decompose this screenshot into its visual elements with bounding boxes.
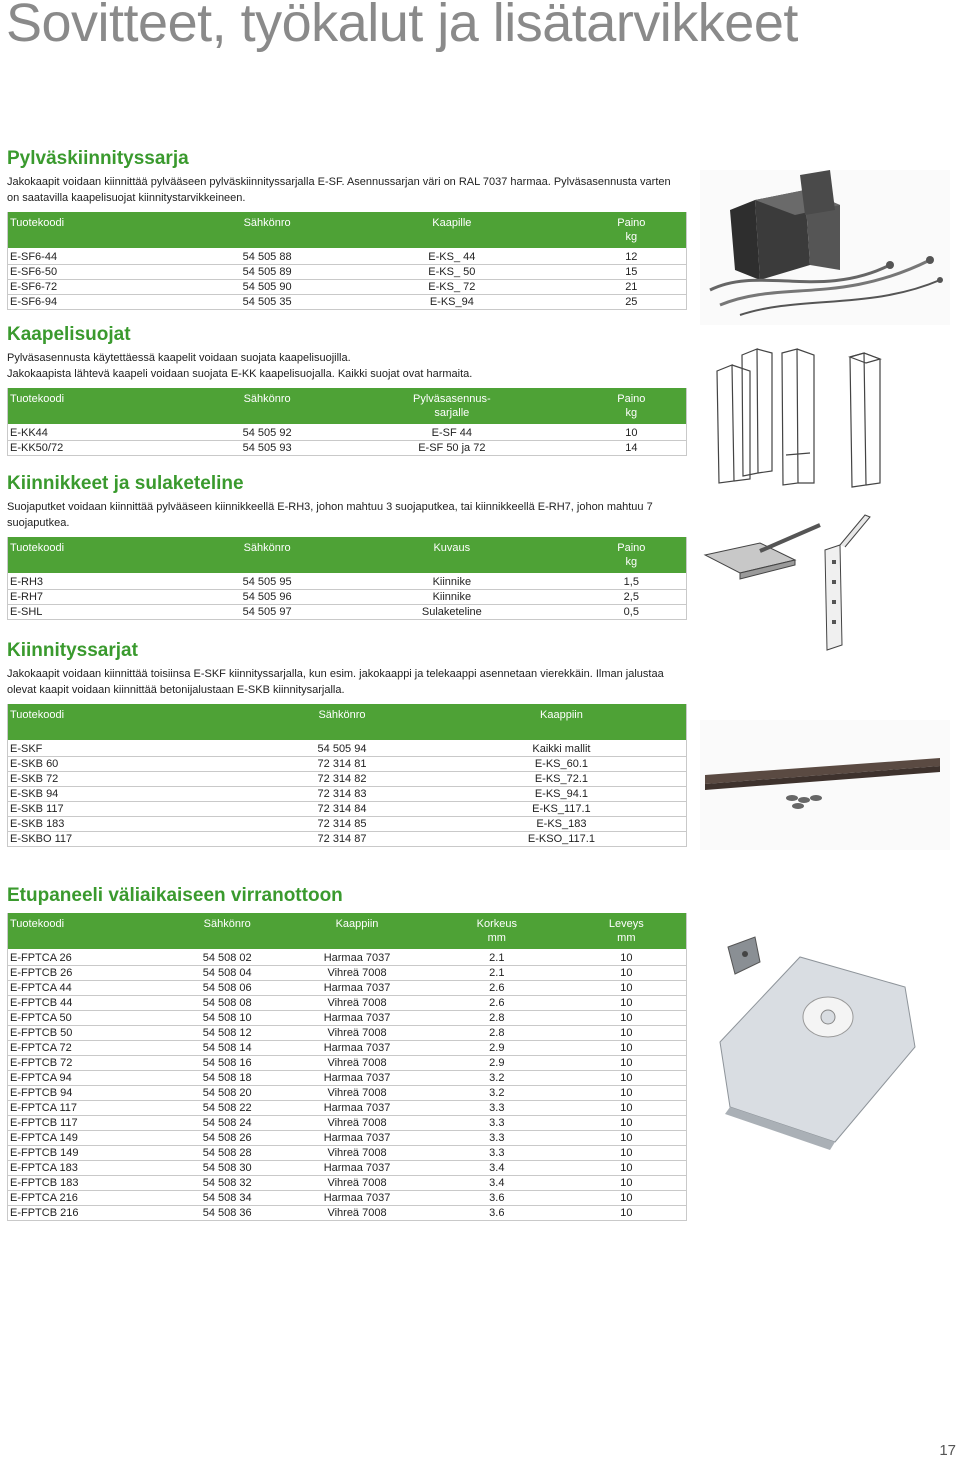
table-row	[8, 1101, 687, 1116]
column-header	[8, 388, 208, 424]
column-header-line: Tuotekoodi	[10, 709, 65, 721]
table-row	[8, 817, 687, 832]
table-cell: 54 508 34	[167, 1191, 287, 1206]
table-row	[8, 832, 687, 847]
table-cell: 72 314 84	[247, 802, 437, 817]
table-cell: E-SKB 94	[8, 787, 248, 802]
table-row	[8, 1026, 687, 1041]
table-cell: 21	[577, 280, 687, 295]
table-cell: 54 508 14	[167, 1041, 287, 1056]
column-header-line: Korkeus	[476, 918, 517, 930]
section-description	[7, 174, 679, 206]
table-cell: E-SKBO 117	[8, 832, 248, 847]
section-cable-guards	[7, 324, 687, 456]
table-cell: 54 505 93	[207, 441, 327, 456]
table-cell: Vihreä 7008	[287, 996, 427, 1011]
table-cell: Vihreä 7008	[287, 1056, 427, 1071]
table-cell: 2.6	[427, 996, 567, 1011]
table-cell: 54 508 32	[167, 1176, 287, 1191]
table-cell: 72 314 85	[247, 817, 437, 832]
table-cell: 54 505 88	[207, 248, 327, 265]
table-cell: 54 508 36	[167, 1206, 287, 1221]
table-cell: 54 508 16	[167, 1056, 287, 1071]
column-header	[577, 388, 687, 424]
table-cell: 10	[567, 1161, 687, 1176]
table-cell: 72 314 87	[247, 832, 437, 847]
table-cell: 3.4	[427, 1161, 567, 1176]
table-row	[8, 1146, 687, 1161]
column-header-line: mm	[617, 932, 636, 944]
table-cell: 3.6	[427, 1206, 567, 1221]
table-cell: Sulaketeline	[327, 605, 577, 620]
table-cell: E-FPTCA 94	[8, 1071, 168, 1086]
table-cell: Harmaa 7037	[287, 949, 427, 966]
table-cell: 10	[567, 949, 687, 966]
table-cell: E-SF6-72	[8, 280, 208, 295]
table-cell: 3.6	[427, 1191, 567, 1206]
table-cell: Vihreä 7008	[287, 1146, 427, 1161]
column-header	[207, 388, 327, 424]
table-cell: 2.8	[427, 1026, 567, 1041]
table-cell: 54 505 35	[207, 295, 327, 310]
product-table	[7, 537, 687, 620]
table-cell: E-FPTCB 94	[8, 1086, 168, 1101]
table-row	[8, 441, 687, 456]
table-row	[8, 573, 687, 590]
column-header-line: mm	[487, 932, 506, 944]
table-cell: 10	[567, 996, 687, 1011]
table-cell: 15	[577, 265, 687, 280]
product-table	[7, 388, 687, 456]
section-heading: Kaapelisuojat	[7, 324, 131, 345]
column-header-line	[169, 931, 285, 945]
table-cell: 72 314 83	[247, 787, 437, 802]
table-cell: E-FPTCB 72	[8, 1056, 168, 1071]
table-cell: 54 508 08	[167, 996, 287, 1011]
description-paragraph: Suojaputket voidaan kiinnittää pylvääseen kiinnikkeellä E-RH3, johon mahtuu 3 suojaputkea, tai kiinnikkeellä E-RH7, johon mahtuu 7 suojaputkea.	[7, 501, 653, 529]
column-header-line: Paino	[617, 542, 646, 554]
table-cell: 10	[567, 1176, 687, 1191]
table-cell: 10	[567, 1026, 687, 1041]
column-header	[577, 212, 687, 248]
column-header-line: Tuotekoodi	[10, 393, 65, 405]
column-header	[247, 704, 437, 740]
table-cell: 54 505 92	[207, 424, 327, 441]
table-cell: E-SF 44	[327, 424, 577, 441]
table-cell: E-KS_ 72	[327, 280, 577, 295]
table-cell: 10	[567, 1131, 687, 1146]
page-number: 17	[939, 1442, 956, 1459]
section-description	[7, 350, 679, 382]
table-cell: E-FPTCA 216	[8, 1191, 168, 1206]
column-header	[8, 913, 168, 949]
product-table	[7, 212, 687, 310]
column-header-line	[329, 230, 575, 244]
table-row	[8, 590, 687, 605]
table-row	[8, 1131, 687, 1146]
column-header-line	[209, 406, 325, 420]
table-cell: 25	[577, 295, 687, 310]
table-cell: Harmaa 7037	[287, 1071, 427, 1086]
table-row	[8, 605, 687, 620]
table-cell: 3.4	[427, 1176, 567, 1191]
table-cell: E-SF6-44	[8, 248, 208, 265]
section-heading: Pylväskiinnityssarja	[7, 148, 189, 169]
table-cell: E-RH7	[8, 590, 208, 605]
table-cell: 3.2	[427, 1086, 567, 1101]
column-header-line	[10, 406, 205, 420]
table-row	[8, 424, 687, 441]
table-cell: 54 508 30	[167, 1161, 287, 1176]
column-header-line	[289, 931, 425, 945]
table-cell: E-FPTCA 117	[8, 1101, 168, 1116]
table-cell: E-SF 50 ja 72	[327, 441, 577, 456]
table-cell: 3.3	[427, 1131, 567, 1146]
table-cell: 72 314 81	[247, 757, 437, 772]
description-paragraph: Pylväsasennusta käytettäessä kaapelit voidaan suojata kaapelisuojilla.	[7, 352, 351, 364]
column-header-line: Kaapille	[432, 217, 472, 229]
column-header	[327, 212, 577, 248]
table-header-row	[8, 704, 687, 740]
column-header-line: sarjalle	[434, 407, 470, 419]
column-header-line: Sähkönro	[243, 217, 291, 229]
column-header-line: Kuvaus	[433, 542, 471, 554]
table-cell: E-KK44	[8, 424, 208, 441]
table-row	[8, 1071, 687, 1086]
mounting-rail-image	[700, 720, 950, 850]
table-cell: E-SKF	[8, 740, 248, 757]
column-header-line: Sähkönro	[243, 542, 291, 554]
table-cell: E-FPTCA 149	[8, 1131, 168, 1146]
column-header-line	[10, 555, 205, 569]
table-cell: E-FPTCB 117	[8, 1116, 168, 1131]
table-header-row	[8, 388, 687, 424]
table-cell: E-KSO_117.1	[437, 832, 687, 847]
table-cell: 72 314 82	[247, 772, 437, 787]
table-cell: 54 505 89	[207, 265, 327, 280]
page-title: Sovitteet, työkalut ja lisätarvikkeet	[6, 0, 798, 53]
table-cell: 0,5	[577, 605, 687, 620]
table-cell: 10	[567, 1191, 687, 1206]
table-cell: Kiinnike	[327, 573, 577, 590]
table-row	[8, 1041, 687, 1056]
table-row	[8, 966, 687, 981]
table-cell: E-KS_ 44	[327, 248, 577, 265]
table-cell: E-KK50/72	[8, 441, 208, 456]
column-header-line: kg	[625, 407, 638, 419]
column-header	[437, 704, 687, 740]
table-cell: 2.9	[427, 1056, 567, 1071]
table-cell: 54 508 18	[167, 1071, 287, 1086]
table-row	[8, 1191, 687, 1206]
table-cell: Vihreä 7008	[287, 1176, 427, 1191]
table-cell: E-SKB 60	[8, 757, 248, 772]
table-cell: 54 508 26	[167, 1131, 287, 1146]
table-cell: 2.6	[427, 981, 567, 996]
table-cell: Vihreä 7008	[287, 1116, 427, 1131]
table-cell: Harmaa 7037	[287, 1191, 427, 1206]
table-cell: Kaikki mallit	[437, 740, 687, 757]
table-cell: 10	[567, 1146, 687, 1161]
column-header	[327, 388, 577, 424]
column-header	[8, 704, 248, 740]
table-cell: 2.1	[427, 949, 567, 966]
table-cell: E-KS_ 50	[327, 265, 577, 280]
table-cell: Vihreä 7008	[287, 966, 427, 981]
column-header	[287, 913, 427, 949]
table-cell: 54 508 12	[167, 1026, 287, 1041]
description-paragraph: Jakokaapit voidaan kiinnittää toisiinsa E-SKF kiinnityssarjalla, kun esim. jakokaappi ja telekaappi asennetaan vierekkäin. Ilman jalustaa olevat kaapit voidaan kiinnittää betonijalustaan E-SKB kiinnitysarjalla.	[7, 668, 664, 696]
table-cell: 10	[567, 1041, 687, 1056]
table-row	[8, 802, 687, 817]
table-cell: E-SF6-94	[8, 295, 208, 310]
table-header-row	[8, 913, 687, 949]
table-cell: 12	[577, 248, 687, 265]
section-description	[7, 666, 683, 698]
table-cell: E-RH3	[8, 573, 208, 590]
column-header-line: Leveys	[608, 918, 644, 930]
table-cell: 54 505 94	[247, 740, 437, 757]
table-cell: E-KS_60.1	[437, 757, 687, 772]
table-row	[8, 787, 687, 802]
column-header-line: Tuotekoodi	[10, 217, 65, 229]
column-header-line: Sähkönro	[318, 709, 366, 721]
table-cell: 10	[577, 424, 687, 441]
table-cell: E-FPTCA 50	[8, 1011, 168, 1026]
table-row	[8, 1011, 687, 1026]
product-table	[7, 913, 687, 1221]
table-cell: Kiinnike	[327, 590, 577, 605]
column-header-line	[209, 230, 325, 244]
table-cell: E-SKB 183	[8, 817, 248, 832]
table-cell: E-FPTCB 216	[8, 1206, 168, 1221]
table-cell: 1,5	[577, 573, 687, 590]
column-header-line	[10, 230, 205, 244]
table-cell: E-SKB 72	[8, 772, 248, 787]
table-cell: Harmaa 7037	[287, 1131, 427, 1146]
column-header-line	[10, 722, 245, 736]
table-cell: 54 508 22	[167, 1101, 287, 1116]
table-row	[8, 1056, 687, 1071]
column-header-line: Paino	[617, 217, 646, 229]
table-cell: 10	[567, 1086, 687, 1101]
table-cell: E-KS_72.1	[437, 772, 687, 787]
table-cell: E-SHL	[8, 605, 208, 620]
table-cell: Harmaa 7037	[287, 1161, 427, 1176]
table-cell: E-SKB 117	[8, 802, 248, 817]
table-row	[8, 772, 687, 787]
brackets-fuse-holder-image	[700, 505, 885, 655]
table-row	[8, 996, 687, 1011]
column-header	[8, 537, 208, 573]
section-heading: Kiinnikkeet ja sulaketeline	[7, 473, 244, 494]
table-cell: Harmaa 7037	[287, 1101, 427, 1116]
table-cell: 54 508 06	[167, 981, 287, 996]
column-header-line: Sähkönro	[243, 393, 291, 405]
table-row	[8, 981, 687, 996]
table-cell: 10	[567, 1056, 687, 1071]
pole-mounting-kit-image	[700, 170, 950, 325]
description-paragraph: Jakokaapista lähtevä kaapeli voidaan suojata E-KK kaapelisuojalla. Kaikki suojat ovat harmaita.	[7, 368, 473, 380]
table-row	[8, 757, 687, 772]
column-header-line: Pylväsasennus-	[413, 393, 491, 405]
table-cell: 2,5	[577, 590, 687, 605]
table-cell: E-FPTCA 26	[8, 949, 168, 966]
table-cell: 10	[567, 1071, 687, 1086]
table-cell: 3.3	[427, 1101, 567, 1116]
table-cell: 54 508 24	[167, 1116, 287, 1131]
table-row	[8, 1086, 687, 1101]
table-cell: Vihreä 7008	[287, 1206, 427, 1221]
table-cell: 10	[567, 1011, 687, 1026]
table-row	[8, 1161, 687, 1176]
table-row	[8, 1206, 687, 1221]
column-header-line: Kaappiin	[335, 918, 379, 930]
table-cell: E-KS_94	[327, 295, 577, 310]
table-cell: E-SF6-50	[8, 265, 208, 280]
table-cell: 3.2	[427, 1071, 567, 1086]
table-cell: E-FPTCA 183	[8, 1161, 168, 1176]
table-cell: 54 505 90	[207, 280, 327, 295]
column-header	[207, 212, 327, 248]
table-cell: E-FPTCB 26	[8, 966, 168, 981]
front-panel-image	[700, 932, 930, 1152]
cable-guards-image	[712, 343, 892, 488]
table-cell: E-KS_183	[437, 817, 687, 832]
section-front-panel	[7, 885, 687, 1221]
table-cell: E-FPTCB 149	[8, 1146, 168, 1161]
table-cell: E-FPTCB 50	[8, 1026, 168, 1041]
table-cell: 2.9	[427, 1041, 567, 1056]
column-header	[167, 913, 287, 949]
table-cell: Harmaa 7037	[287, 1011, 427, 1026]
table-cell: Vihreä 7008	[287, 1086, 427, 1101]
product-table	[7, 704, 687, 847]
table-cell: 54 505 95	[207, 573, 327, 590]
column-header-line	[249, 722, 435, 736]
table-cell: E-KS_94.1	[437, 787, 687, 802]
section-description	[7, 499, 679, 531]
table-cell: 54 508 04	[167, 966, 287, 981]
table-cell: 3.3	[427, 1116, 567, 1131]
table-cell: 10	[567, 1116, 687, 1131]
table-cell: 10	[567, 1101, 687, 1116]
table-cell: E-FPTCA 44	[8, 981, 168, 996]
column-header	[327, 537, 577, 573]
table-cell: 2.8	[427, 1011, 567, 1026]
column-header	[207, 537, 327, 573]
column-header-line	[439, 722, 684, 736]
column-header	[427, 913, 567, 949]
table-cell: Vihreä 7008	[287, 1026, 427, 1041]
column-header-line	[10, 931, 165, 945]
table-row	[8, 265, 687, 280]
column-header-line: Paino	[617, 393, 646, 405]
table-cell: E-FPTCB 44	[8, 996, 168, 1011]
table-cell: E-KS_117.1	[437, 802, 687, 817]
column-header-line: kg	[625, 231, 638, 243]
table-cell: 54 508 10	[167, 1011, 287, 1026]
table-cell: 2.1	[427, 966, 567, 981]
column-header-line: Tuotekoodi	[10, 918, 65, 930]
table-row	[8, 1116, 687, 1131]
section-heading: Kiinnityssarjat	[7, 640, 138, 661]
table-cell: 54 508 28	[167, 1146, 287, 1161]
description-paragraph: Jakokaapit voidaan kiinnittää pylvääseen pylväskiinnityssarjalla E-SF. Asennussarjan väri on RAL 7037 harmaa. Pylväsasennusta varten on saatavilla kaapelisuojat kiinnitystarvikkeineen.	[7, 176, 671, 204]
table-cell: E-FPTCB 183	[8, 1176, 168, 1191]
table-header-row	[8, 212, 687, 248]
table-row	[8, 280, 687, 295]
column-header-line: Sähkönro	[203, 918, 251, 930]
section-heading: Etupaneeli väliaikaiseen virranottoon	[7, 885, 343, 906]
table-row	[8, 740, 687, 757]
column-header	[567, 913, 687, 949]
section-pole-mounting	[7, 148, 687, 310]
table-cell: Harmaa 7037	[287, 981, 427, 996]
table-cell: 54 505 97	[207, 605, 327, 620]
table-cell: 54 505 96	[207, 590, 327, 605]
table-cell: 10	[567, 1206, 687, 1221]
column-header	[577, 537, 687, 573]
table-cell: Harmaa 7037	[287, 1041, 427, 1056]
table-row	[8, 949, 687, 966]
table-cell: 54 508 20	[167, 1086, 287, 1101]
table-row	[8, 295, 687, 310]
table-cell: E-FPTCA 72	[8, 1041, 168, 1056]
column-header-line	[209, 555, 325, 569]
section-brackets	[7, 473, 687, 620]
table-cell: 14	[577, 441, 687, 456]
column-header-line: kg	[625, 556, 638, 568]
table-row	[8, 1176, 687, 1191]
table-cell: 3.3	[427, 1146, 567, 1161]
table-header-row	[8, 537, 687, 573]
column-header-line: Tuotekoodi	[10, 542, 65, 554]
table-cell: 54 508 02	[167, 949, 287, 966]
table-cell: 10	[567, 981, 687, 996]
table-cell: 10	[567, 966, 687, 981]
column-header-line	[329, 555, 575, 569]
column-header-line: Kaappiin	[540, 709, 583, 721]
section-mounting-kits	[7, 640, 687, 847]
column-header	[8, 212, 208, 248]
table-row	[8, 248, 687, 265]
